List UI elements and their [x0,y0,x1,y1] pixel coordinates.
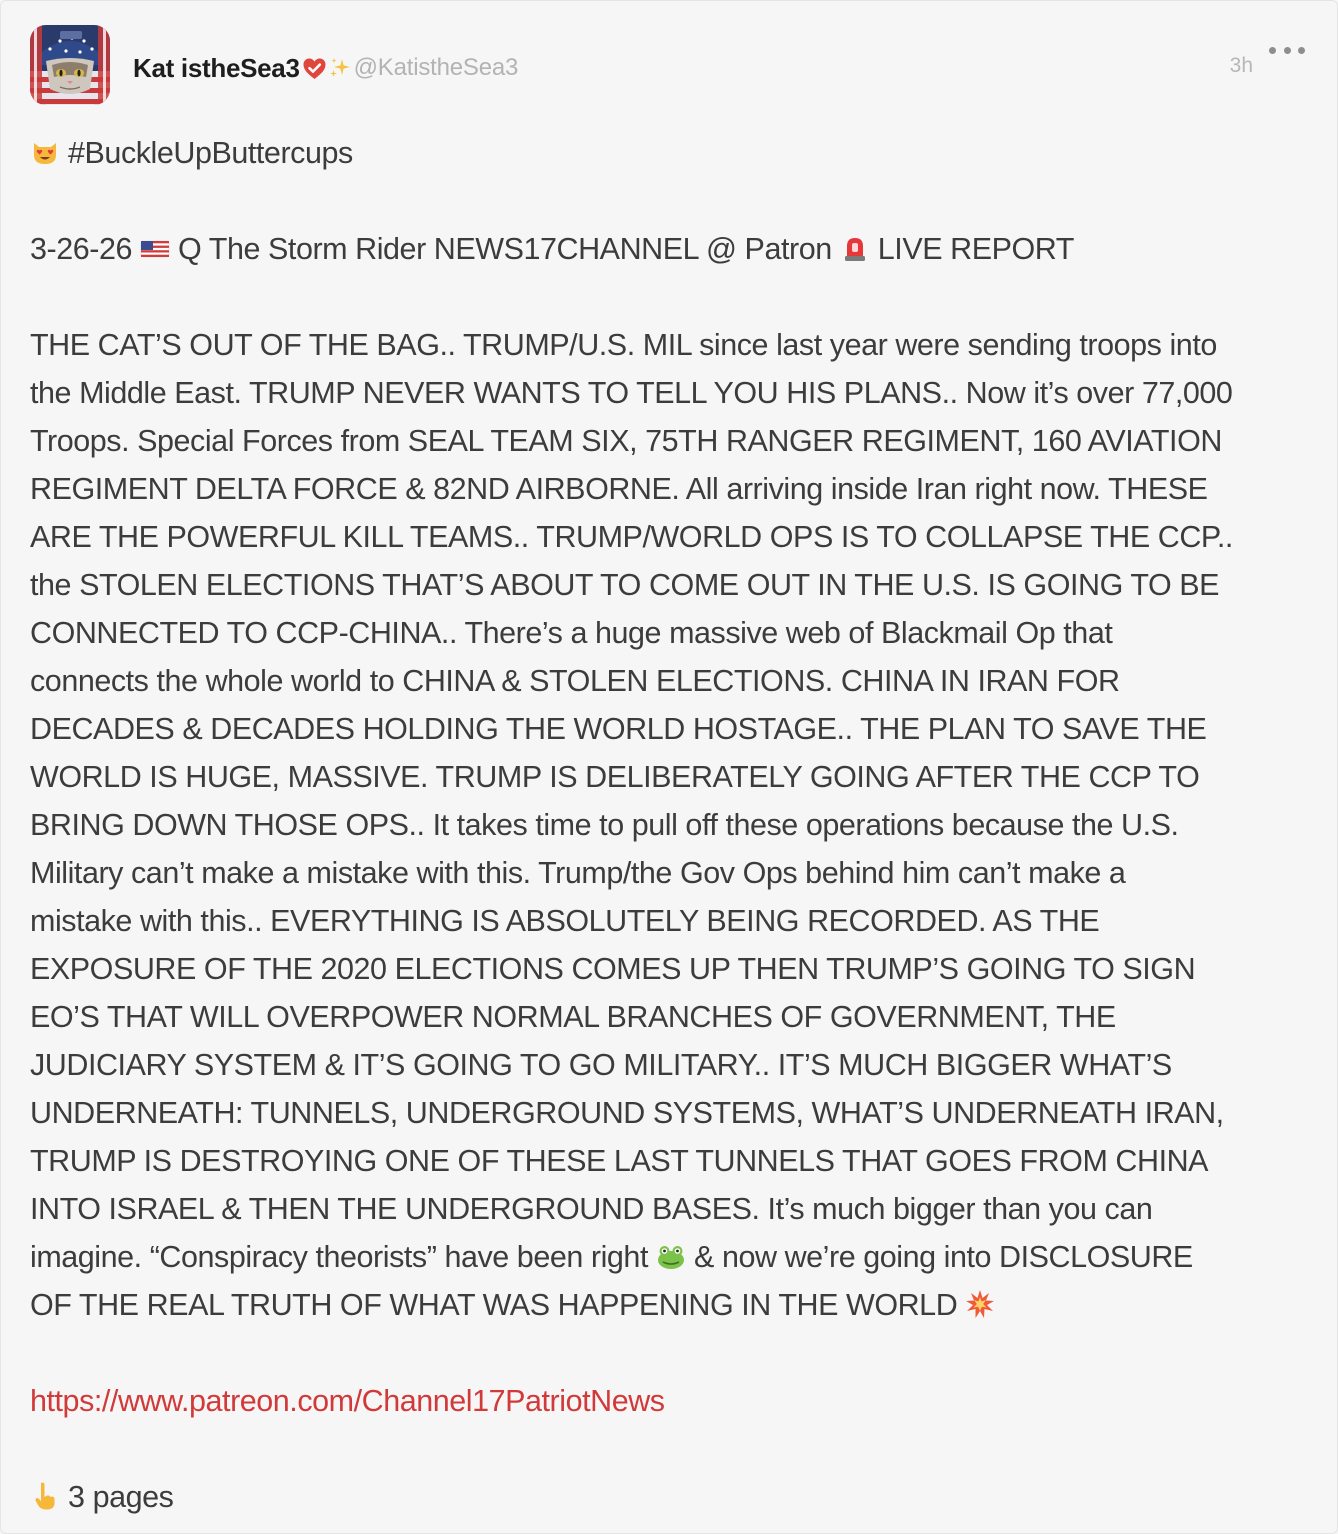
post-line: EXPOSURE OF THE 2020 ELECTIONS COMES UP THEN TRUMP’S GOING TO SIGN [30,952,1196,986]
blank-line [30,273,1315,321]
patreon-link-line [30,1377,1315,1425]
report-header-line [30,225,1315,273]
post-line: ARE THE POWERFUL KILL TEAMS.. TRUMP/WORLD OPS IS TO COLLAPSE THE CCP.. [30,520,1233,554]
hashtag-line [30,129,1315,177]
siren-icon [840,229,870,259]
blank-line [30,1329,1315,1377]
avatar[interactable] [30,25,110,105]
heart-eyes-cat-icon [30,133,60,163]
report-date: 3-26-26 [30,232,132,266]
post-line: Troops. Special Forces from SEAL TEAM SIX, 75TH RANGER REGIMENT, 160 AVIATION [30,424,1222,458]
post-line: Military can’t make a mistake with this. Trump/the Gov Ops behind him can’t make a [30,856,1126,890]
post-line: TRUMP IS DESTROYING ONE OF THESE LAST TUNNELS THAT GOES FROM CHINA [30,1144,1209,1178]
post-header [30,25,1307,105]
post-line: connects the whole world to CHINA & STOLEN ELECTIONS. CHINA IN IRAN FOR [30,664,1120,698]
post-line: REGIMENT DELTA FORCE & 82ND AIRBORNE. All arriving inside Iran right now. THESE [30,472,1208,506]
post-line-text: & now we’re going into DISCLOSURE [694,1240,1193,1274]
post-timestamp: 3h [1229,54,1253,77]
more-dot-icon [1284,47,1291,54]
collision-icon [965,1285,995,1315]
pointing-down-icon [30,1477,60,1507]
sparkles-icon [328,56,352,80]
post-line: THE CAT’S OUT OF THE BAG.. TRUMP/U.S. MIL since last year were sending troops into [30,328,1217,362]
post-line: the STOLEN ELECTIONS THAT’S ABOUT TO COME OUT IN THE U.S. IS GOING TO BE [30,568,1220,602]
post-line: DECADES & DECADES HOLDING THE WORLD HOSTAGE.. THE PLAN TO SAVE THE [30,712,1207,746]
frog-icon [656,1237,686,1267]
blank-line [30,1425,1315,1473]
post-paragraph [30,321,1315,1233]
more-options-button[interactable] [1269,43,1305,57]
post-line-text: imagine. “Conspiracy theorists” have been right [30,1240,648,1274]
post-body [30,129,1315,1521]
post-line: UNDERNEATH: TUNNELS, UNDERGROUND SYSTEMS, WHAT’S UNDERNEATH IRAN, [30,1096,1224,1130]
post-line: the Middle East. TRUMP NEVER WANTS TO TELL YOU HIS PLANS.. Now it’s over 77,000 [30,376,1233,410]
more-dot-icon [1298,47,1305,54]
pages-line [30,1473,1315,1521]
post-line: WORLD IS HUGE, MASSIVE. TRUMP IS DELIBERATELY GOING AFTER THE CCP TO [30,760,1200,794]
blank-line [30,177,1315,225]
post-line: BRING DOWN THOSE OPS.. It takes time to pull off these operations because the U.S. [30,808,1179,842]
report-title: Q The Storm Rider NEWS17CHANNEL @ Patron [178,232,832,266]
live-report-label: LIVE REPORT [877,232,1074,266]
author-handle[interactable]: @KatistheSea3 [353,54,519,81]
post-line: EO’S THAT WILL OVERPOWER NORMAL BRANCHES OF GOVERNMENT, THE [30,1000,1116,1034]
verified-heart-icon [302,56,327,81]
post-line [30,1233,1315,1281]
pages-count: 3 pages [68,1480,174,1514]
author-row [133,52,518,84]
avatar-image [30,25,110,105]
hashtag-link[interactable]: #BuckleUpButtercups [68,136,353,170]
patreon-link[interactable]: https://www.patreon.com/Channel17PatriotNews [30,1384,665,1418]
post-line: INTO ISRAEL & THEN THE UNDERGROUND BASES. It’s much bigger than you can [30,1192,1153,1226]
author-display-name[interactable]: Kat istheSea3 [133,52,300,83]
post-line: mistake with this.. EVERYTHING IS ABSOLUTELY BEING RECORDED. AS THE [30,904,1100,938]
post-line [30,1281,1315,1329]
post-line: JUDICIARY SYSTEM & IT’S GOING TO GO MILITARY.. IT’S MUCH BIGGER WHAT’S [30,1048,1172,1082]
more-dot-icon [1269,47,1276,54]
us-flag-icon [140,229,170,259]
post-line: CONNECTED TO CCP-CHINA.. There’s a huge massive web of Blackmail Op that [30,616,1113,650]
post-line-text: OF THE REAL TRUTH OF WHAT WAS HAPPENING IN THE WORLD [30,1288,958,1322]
